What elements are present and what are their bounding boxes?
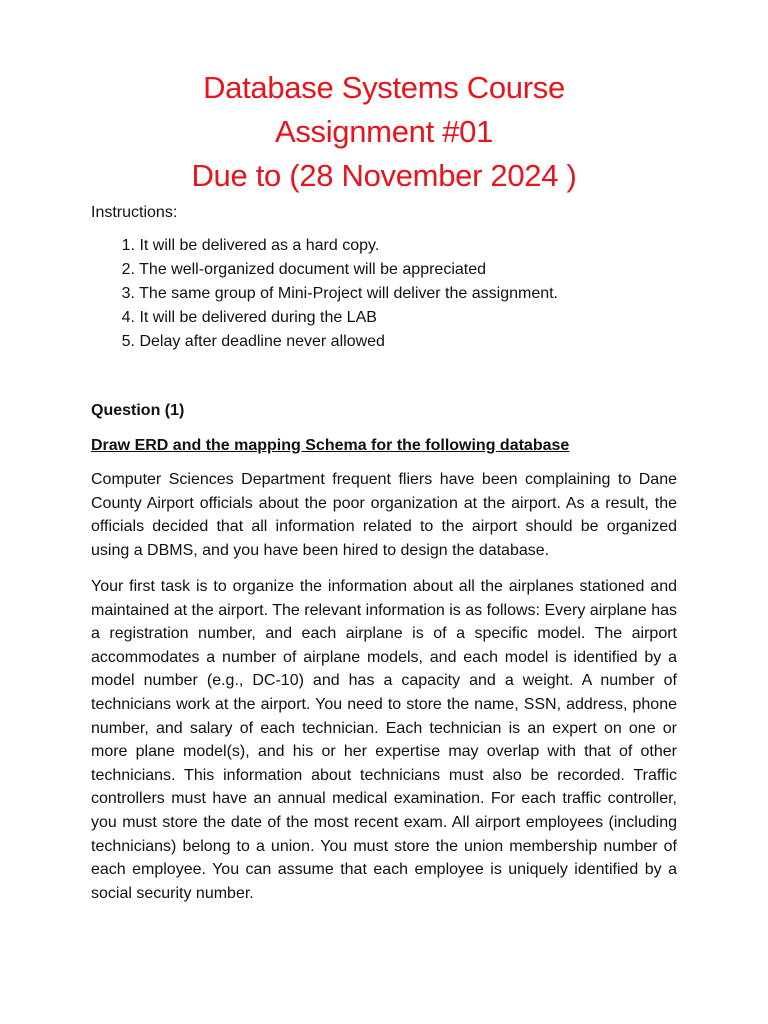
question-paragraph: Computer Sciences Department frequent fliers have been complaining to Dane County Airport officials about the poor organization at the airport. As a result, the officials decided that all information related to the airport should be organized using a DBMS, and you have been hired to design the database.	[91, 471, 677, 559]
instruction-number: 3.	[121, 285, 135, 302]
instruction-item	[91, 284, 558, 308]
instruction-item	[91, 332, 558, 356]
question-paragraph: Your first task is to organize the information about all the airplanes stationed and maintained at the airport. The relevant information is as follows: Every airplane has a registration number, and each airplane is of a specific model. The airport accommodates a number of airplane models, and each model is identified by a model number (e.g., DC-10) and has a capacity and a weight. A number of technicians work at the airport. You need to store the name, SSN, address, phone number, and salary of each technician. Each technician is an expert on one or more plane model(s), and his or her expertise may overlap with that of other technicians. This information about technicians must also be recorded. Traffic controllers must have an annual medical examination. For each traffic controller, you must store the date of the most recent exam. All airport employees (including technicians) belong to a union. You must store the union membership number of each employee. You can assume that each employee is uniquely identified by a social security number.	[91, 578, 677, 902]
instruction-item	[91, 260, 558, 284]
instruction-number: 5.	[121, 333, 135, 350]
question-heading: Question (1)	[91, 402, 185, 419]
due-date: Due to (28 November 2024 )	[191, 158, 577, 193]
document-title	[0, 66, 768, 198]
instructions-heading: Instructions:	[91, 204, 178, 221]
instruction-item	[91, 236, 558, 260]
instruction-text: The well-organized document will be appreciated	[139, 261, 487, 278]
instruction-text: Delay after deadline never allowed	[139, 333, 385, 350]
instructions-list	[91, 236, 558, 356]
instruction-number: 4.	[121, 309, 135, 326]
instruction-text: The same group of Mini-Project will deliver the assignment.	[139, 285, 558, 302]
instruction-number: 1.	[121, 237, 135, 254]
instruction-item	[91, 308, 558, 332]
assignment-number: Assignment #01	[274, 114, 494, 149]
instruction-number: 2.	[121, 261, 135, 278]
course-title: Database Systems Course	[203, 70, 565, 105]
instruction-text: It will be delivered as a hard copy.	[139, 237, 380, 254]
question-subtitle: Draw ERD and the mapping Schema for the following database	[91, 437, 570, 454]
instruction-text: It will be delivered during the LAB	[139, 309, 377, 326]
